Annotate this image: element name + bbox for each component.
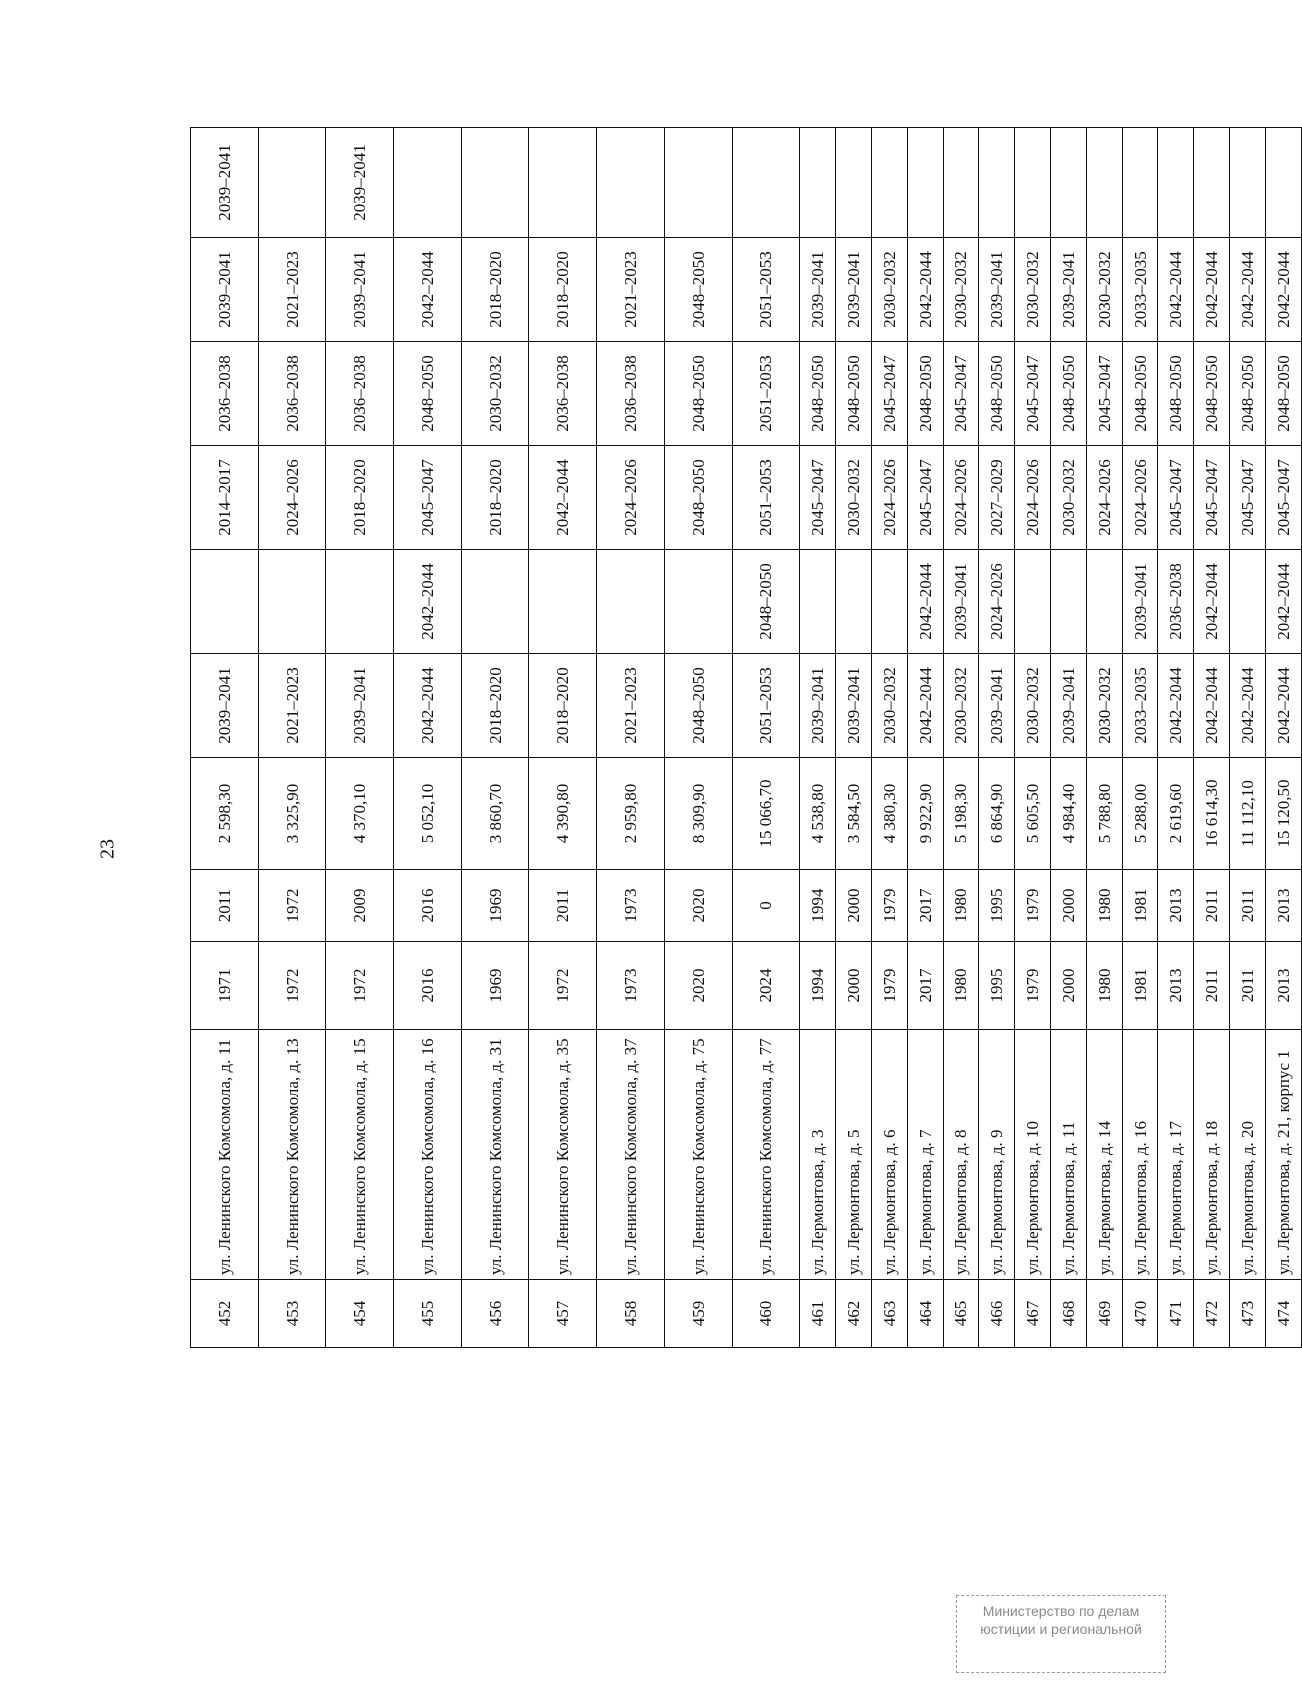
period-4-cell: 2036–2038 xyxy=(326,342,394,446)
page-number: 23 xyxy=(96,839,119,859)
period-5-cell: 2039–2041 xyxy=(191,238,259,342)
period-5-cell: 2042–2044 xyxy=(1230,238,1266,342)
period-2-cell xyxy=(1230,550,1266,654)
period-4-cell: 2030–2032 xyxy=(461,342,529,446)
year-built-cell: 1980 xyxy=(943,942,979,1030)
address-cell: ул. Ленинского Комсомола, д. 13 xyxy=(258,1030,326,1280)
row-number-cell: 452 xyxy=(191,1280,259,1348)
table-row xyxy=(191,128,259,1348)
period-6-cell xyxy=(461,128,529,238)
period-1-cell: 2021–2023 xyxy=(597,654,665,758)
area-cell: 4 380,30 xyxy=(871,758,907,870)
period-6-cell xyxy=(258,128,326,238)
period-2-cell xyxy=(1050,550,1086,654)
area-cell: 3 584,50 xyxy=(836,758,872,870)
area-cell: 15 120,50 xyxy=(1265,758,1301,870)
period-5-cell: 2039–2041 xyxy=(836,238,872,342)
year-built-cell: 1971 xyxy=(191,942,259,1030)
period-1-cell: 2030–2032 xyxy=(1015,654,1051,758)
table-row xyxy=(597,128,665,1348)
address-cell: ул. Ленинского Комсомола, д. 37 xyxy=(597,1030,665,1280)
area-cell: 15 066,70 xyxy=(732,758,800,870)
period-6-cell xyxy=(394,128,462,238)
period-5-cell: 2039–2041 xyxy=(326,238,394,342)
area-cell: 4 984,40 xyxy=(1050,758,1086,870)
period-3-cell: 2024–2026 xyxy=(1015,446,1051,550)
address-cell: ул. Лермонтова, д. 3 xyxy=(800,1030,836,1280)
period-1-cell: 2042–2044 xyxy=(1158,654,1194,758)
period-6-cell xyxy=(907,128,943,238)
period-5-cell: 2042–2044 xyxy=(1158,238,1194,342)
row-number-cell: 465 xyxy=(943,1280,979,1348)
period-1-cell: 2039–2041 xyxy=(836,654,872,758)
period-4-cell: 2048–2050 xyxy=(1230,342,1266,446)
period-3-cell: 2024–2026 xyxy=(1086,446,1122,550)
period-1-cell: 2030–2032 xyxy=(1086,654,1122,758)
year-built-cell: 2013 xyxy=(1158,942,1194,1030)
period-2-cell xyxy=(597,550,665,654)
period-4-cell: 2045–2047 xyxy=(871,342,907,446)
row-number-cell: 472 xyxy=(1194,1280,1230,1348)
year-built-cell: 1981 xyxy=(1122,942,1158,1030)
period-5-cell: 2018–2020 xyxy=(461,238,529,342)
period-1-cell: 2042–2044 xyxy=(394,654,462,758)
period-2-cell: 2042–2044 xyxy=(907,550,943,654)
year-overhaul-cell: 1980 xyxy=(1086,870,1122,942)
period-5-cell: 2042–2044 xyxy=(1194,238,1230,342)
address-cell: ул. Лермонтова, д. 5 xyxy=(836,1030,872,1280)
period-1-cell: 2042–2044 xyxy=(1230,654,1266,758)
period-3-cell: 2045–2047 xyxy=(1230,446,1266,550)
area-cell: 2 598,30 xyxy=(191,758,259,870)
period-4-cell: 2045–2047 xyxy=(1086,342,1122,446)
period-4-cell: 2048–2050 xyxy=(1158,342,1194,446)
year-built-cell: 2000 xyxy=(836,942,872,1030)
period-3-cell: 2045–2047 xyxy=(394,446,462,550)
table-row xyxy=(1230,128,1266,1348)
row-number-cell: 466 xyxy=(979,1280,1015,1348)
year-overhaul-cell: 1979 xyxy=(871,870,907,942)
area-cell: 11 112,10 xyxy=(1230,758,1266,870)
area-cell: 5 605,50 xyxy=(1015,758,1051,870)
table-row xyxy=(871,128,907,1348)
address-cell: ул. Лермонтова, д. 21, корпус 1 xyxy=(1265,1030,1301,1280)
period-1-cell: 2042–2044 xyxy=(907,654,943,758)
address-cell: ул. Ленинского Комсомола, д. 77 xyxy=(732,1030,800,1280)
period-3-cell: 2024–2026 xyxy=(258,446,326,550)
year-built-cell: 2017 xyxy=(907,942,943,1030)
row-number-cell: 454 xyxy=(326,1280,394,1348)
address-cell: ул. Лермонтова, д. 20 xyxy=(1230,1030,1266,1280)
table-row xyxy=(1194,128,1230,1348)
period-5-cell: 2030–2032 xyxy=(943,238,979,342)
table-row xyxy=(1050,128,1086,1348)
period-4-cell: 2048–2050 xyxy=(800,342,836,446)
period-3-cell: 2030–2032 xyxy=(836,446,872,550)
table-row xyxy=(979,128,1015,1348)
table-row xyxy=(664,128,732,1348)
period-5-cell: 2030–2032 xyxy=(1086,238,1122,342)
period-2-cell: 2048–2050 xyxy=(732,550,800,654)
period-3-cell: 2018–2020 xyxy=(326,446,394,550)
period-3-cell: 2024–2026 xyxy=(597,446,665,550)
period-2-cell xyxy=(1086,550,1122,654)
year-overhaul-cell: 2011 xyxy=(529,870,597,942)
period-2-cell: 2042–2044 xyxy=(394,550,462,654)
address-cell: ул. Ленинского Комсомола, д. 11 xyxy=(191,1030,259,1280)
stamp-line-2: юстиции и региональной xyxy=(980,1621,1142,1637)
period-1-cell: 2048–2050 xyxy=(664,654,732,758)
year-built-cell: 1969 xyxy=(461,942,529,1030)
period-3-cell: 2042–2044 xyxy=(529,446,597,550)
period-4-cell: 2048–2050 xyxy=(907,342,943,446)
table-row xyxy=(1158,128,1194,1348)
ministry-stamp xyxy=(956,1595,1166,1673)
row-number-cell: 469 xyxy=(1086,1280,1122,1348)
period-2-cell xyxy=(326,550,394,654)
address-cell: ул. Лермонтова, д. 10 xyxy=(1015,1030,1051,1280)
table-container xyxy=(190,128,1302,1348)
table-row xyxy=(732,128,800,1348)
period-2-cell xyxy=(664,550,732,654)
period-4-cell: 2048–2050 xyxy=(1122,342,1158,446)
year-overhaul-cell: 2000 xyxy=(1050,870,1086,942)
row-number-cell: 453 xyxy=(258,1280,326,1348)
period-2-cell: 2042–2044 xyxy=(1265,550,1301,654)
year-built-cell: 1980 xyxy=(1086,942,1122,1030)
period-6-cell xyxy=(1050,128,1086,238)
period-5-cell: 2021–2023 xyxy=(258,238,326,342)
year-overhaul-cell: 1995 xyxy=(979,870,1015,942)
address-cell: ул. Ленинского Комсомола, д. 31 xyxy=(461,1030,529,1280)
period-2-cell: 2036–2038 xyxy=(1158,550,1194,654)
period-1-cell: 2042–2044 xyxy=(1194,654,1230,758)
area-cell: 8 309,90 xyxy=(664,758,732,870)
period-3-cell: 2024–2026 xyxy=(1122,446,1158,550)
period-1-cell: 2039–2041 xyxy=(326,654,394,758)
period-4-cell: 2051–2053 xyxy=(732,342,800,446)
area-cell: 2 959,80 xyxy=(597,758,665,870)
address-cell: ул. Лермонтова, д. 14 xyxy=(1086,1030,1122,1280)
address-cell: ул. Лермонтова, д. 6 xyxy=(871,1030,907,1280)
period-6-cell xyxy=(529,128,597,238)
period-1-cell: 2039–2041 xyxy=(1050,654,1086,758)
row-number-cell: 458 xyxy=(597,1280,665,1348)
table-row xyxy=(461,128,529,1348)
period-6-cell: 2039–2041 xyxy=(191,128,259,238)
period-5-cell: 2051–2053 xyxy=(732,238,800,342)
period-2-cell: 2039–2041 xyxy=(1122,550,1158,654)
year-overhaul-cell: 2013 xyxy=(1265,870,1301,942)
year-built-cell: 2020 xyxy=(664,942,732,1030)
address-cell: ул. Ленинского Комсомола, д. 35 xyxy=(529,1030,597,1280)
period-3-cell: 2030–2032 xyxy=(1050,446,1086,550)
year-built-cell: 1972 xyxy=(529,942,597,1030)
period-4-cell: 2048–2050 xyxy=(1050,342,1086,446)
year-built-cell: 1972 xyxy=(326,942,394,1030)
period-6-cell xyxy=(1194,128,1230,238)
table-row xyxy=(1015,128,1051,1348)
period-1-cell: 2051–2053 xyxy=(732,654,800,758)
address-cell: ул. Лермонтова, д. 7 xyxy=(907,1030,943,1280)
year-overhaul-cell: 2011 xyxy=(1230,870,1266,942)
period-4-cell: 2048–2050 xyxy=(979,342,1015,446)
year-overhaul-cell: 1969 xyxy=(461,870,529,942)
row-number-cell: 461 xyxy=(800,1280,836,1348)
table-row xyxy=(907,128,943,1348)
year-overhaul-cell: 1973 xyxy=(597,870,665,942)
year-overhaul-cell: 2000 xyxy=(836,870,872,942)
period-6-cell xyxy=(1265,128,1301,238)
year-overhaul-cell: 2009 xyxy=(326,870,394,942)
row-number-cell: 462 xyxy=(836,1280,872,1348)
period-6-cell xyxy=(871,128,907,238)
period-3-cell: 2014–2017 xyxy=(191,446,259,550)
period-1-cell: 2021–2023 xyxy=(258,654,326,758)
period-4-cell: 2048–2050 xyxy=(394,342,462,446)
table-row xyxy=(529,128,597,1348)
address-cell: ул. Лермонтова, д. 11 xyxy=(1050,1030,1086,1280)
period-3-cell: 2024–2026 xyxy=(943,446,979,550)
period-3-cell: 2045–2047 xyxy=(1194,446,1230,550)
area-cell: 5 288,00 xyxy=(1122,758,1158,870)
year-overhaul-cell: 1994 xyxy=(800,870,836,942)
row-number-cell: 470 xyxy=(1122,1280,1158,1348)
period-2-cell: 2042–2044 xyxy=(1194,550,1230,654)
period-3-cell: 2018–2020 xyxy=(461,446,529,550)
year-built-cell: 1973 xyxy=(597,942,665,1030)
row-number-cell: 463 xyxy=(871,1280,907,1348)
schedule-table xyxy=(190,127,1302,1348)
period-6-cell xyxy=(979,128,1015,238)
period-5-cell: 2018–2020 xyxy=(529,238,597,342)
row-number-cell: 464 xyxy=(907,1280,943,1348)
period-5-cell: 2042–2044 xyxy=(907,238,943,342)
period-4-cell: 2045–2047 xyxy=(943,342,979,446)
area-cell: 9 922,90 xyxy=(907,758,943,870)
period-2-cell xyxy=(800,550,836,654)
period-5-cell: 2039–2041 xyxy=(1050,238,1086,342)
period-2-cell xyxy=(258,550,326,654)
address-cell: ул. Лермонтова, д. 18 xyxy=(1194,1030,1230,1280)
row-number-cell: 456 xyxy=(461,1280,529,1348)
period-6-cell xyxy=(732,128,800,238)
address-cell: ул. Ленинского Комсомола, д. 16 xyxy=(394,1030,462,1280)
period-5-cell: 2048–2050 xyxy=(664,238,732,342)
year-built-cell: 2011 xyxy=(1230,942,1266,1030)
address-cell: ул. Лермонтова, д. 9 xyxy=(979,1030,1015,1280)
row-number-cell: 459 xyxy=(664,1280,732,1348)
year-built-cell: 2011 xyxy=(1194,942,1230,1030)
area-cell: 5 788,80 xyxy=(1086,758,1122,870)
year-overhaul-cell: 2011 xyxy=(1194,870,1230,942)
year-built-cell: 2000 xyxy=(1050,942,1086,1030)
year-overhaul-cell: 2020 xyxy=(664,870,732,942)
period-5-cell: 2030–2032 xyxy=(1015,238,1051,342)
period-5-cell: 2039–2041 xyxy=(979,238,1015,342)
year-built-cell: 1979 xyxy=(871,942,907,1030)
row-number-cell: 473 xyxy=(1230,1280,1266,1348)
year-built-cell: 2013 xyxy=(1265,942,1301,1030)
period-1-cell: 2033–2035 xyxy=(1122,654,1158,758)
period-5-cell: 2021–2023 xyxy=(597,238,665,342)
year-built-cell: 1979 xyxy=(1015,942,1051,1030)
period-2-cell xyxy=(1015,550,1051,654)
area-cell: 2 619,60 xyxy=(1158,758,1194,870)
period-5-cell: 2039–2041 xyxy=(800,238,836,342)
period-3-cell: 2051–2053 xyxy=(732,446,800,550)
area-cell: 4 538,80 xyxy=(800,758,836,870)
period-6-cell xyxy=(1086,128,1122,238)
period-2-cell: 2039–2041 xyxy=(943,550,979,654)
period-4-cell: 2036–2038 xyxy=(191,342,259,446)
table-row xyxy=(943,128,979,1348)
period-3-cell: 2045–2047 xyxy=(907,446,943,550)
period-4-cell: 2048–2050 xyxy=(1265,342,1301,446)
period-6-cell: 2039–2041 xyxy=(326,128,394,238)
year-overhaul-cell: 2011 xyxy=(191,870,259,942)
year-overhaul-cell: 1972 xyxy=(258,870,326,942)
row-number-cell: 457 xyxy=(529,1280,597,1348)
year-overhaul-cell: 2013 xyxy=(1158,870,1194,942)
period-3-cell: 2048–2050 xyxy=(664,446,732,550)
year-built-cell: 2016 xyxy=(394,942,462,1030)
period-3-cell: 2045–2047 xyxy=(1158,446,1194,550)
period-2-cell: 2024–2026 xyxy=(979,550,1015,654)
year-overhaul-cell: 1980 xyxy=(943,870,979,942)
area-cell: 3 860,70 xyxy=(461,758,529,870)
period-4-cell: 2048–2050 xyxy=(664,342,732,446)
table-body xyxy=(191,128,1302,1348)
period-4-cell: 2048–2050 xyxy=(836,342,872,446)
period-6-cell xyxy=(836,128,872,238)
year-built-cell: 1972 xyxy=(258,942,326,1030)
period-3-cell: 2024–2026 xyxy=(871,446,907,550)
row-number-cell: 474 xyxy=(1265,1280,1301,1348)
area-cell: 4 390,80 xyxy=(529,758,597,870)
year-overhaul-cell: 1981 xyxy=(1122,870,1158,942)
period-3-cell: 2045–2047 xyxy=(1265,446,1301,550)
period-1-cell: 2039–2041 xyxy=(800,654,836,758)
table-row xyxy=(1122,128,1158,1348)
address-cell: ул. Лермонтова, д. 17 xyxy=(1158,1030,1194,1280)
period-4-cell: 2036–2038 xyxy=(258,342,326,446)
period-6-cell xyxy=(800,128,836,238)
row-number-cell: 468 xyxy=(1050,1280,1086,1348)
period-6-cell xyxy=(1158,128,1194,238)
period-4-cell: 2045–2047 xyxy=(1015,342,1051,446)
row-number-cell: 471 xyxy=(1158,1280,1194,1348)
period-3-cell: 2045–2047 xyxy=(800,446,836,550)
period-6-cell xyxy=(1122,128,1158,238)
period-3-cell: 2027–2029 xyxy=(979,446,1015,550)
table-row xyxy=(800,128,836,1348)
address-cell: ул. Ленинского Комсомола, д. 15 xyxy=(326,1030,394,1280)
period-1-cell: 2039–2041 xyxy=(979,654,1015,758)
period-5-cell: 2042–2044 xyxy=(394,238,462,342)
address-cell: ул. Лермонтова, д. 8 xyxy=(943,1030,979,1280)
table-row xyxy=(1265,128,1301,1348)
area-cell: 5 052,10 xyxy=(394,758,462,870)
period-1-cell: 2018–2020 xyxy=(529,654,597,758)
period-1-cell: 2039–2041 xyxy=(191,654,259,758)
table-row xyxy=(836,128,872,1348)
period-5-cell: 2033–2035 xyxy=(1122,238,1158,342)
period-1-cell: 2030–2032 xyxy=(871,654,907,758)
table-row xyxy=(326,128,394,1348)
period-2-cell xyxy=(836,550,872,654)
year-overhaul-cell: 2016 xyxy=(394,870,462,942)
period-1-cell: 2018–2020 xyxy=(461,654,529,758)
area-cell: 5 198,30 xyxy=(943,758,979,870)
row-number-cell: 455 xyxy=(394,1280,462,1348)
period-6-cell xyxy=(943,128,979,238)
year-overhaul-cell: 0 xyxy=(732,870,800,942)
table-row xyxy=(1086,128,1122,1348)
year-built-cell: 1995 xyxy=(979,942,1015,1030)
area-cell: 16 614,30 xyxy=(1194,758,1230,870)
area-cell: 4 370,10 xyxy=(326,758,394,870)
period-6-cell xyxy=(1230,128,1266,238)
year-built-cell: 1994 xyxy=(800,942,836,1030)
table-row xyxy=(258,128,326,1348)
period-1-cell: 2042–2044 xyxy=(1265,654,1301,758)
period-2-cell xyxy=(871,550,907,654)
period-4-cell: 2036–2038 xyxy=(597,342,665,446)
stamp-line-1: Министерство по делам xyxy=(982,1603,1140,1619)
table-row xyxy=(394,128,462,1348)
period-6-cell xyxy=(597,128,665,238)
address-cell: ул. Ленинского Комсомола, д. 75 xyxy=(664,1030,732,1280)
period-6-cell xyxy=(1015,128,1051,238)
year-overhaul-cell: 1979 xyxy=(1015,870,1051,942)
period-2-cell xyxy=(191,550,259,654)
year-overhaul-cell: 2017 xyxy=(907,870,943,942)
row-number-cell: 460 xyxy=(732,1280,800,1348)
period-6-cell xyxy=(664,128,732,238)
area-cell: 6 864,90 xyxy=(979,758,1015,870)
address-cell: ул. Лермонтова, д. 16 xyxy=(1122,1030,1158,1280)
row-number-cell: 467 xyxy=(1015,1280,1051,1348)
period-1-cell: 2030–2032 xyxy=(943,654,979,758)
area-cell: 3 325,90 xyxy=(258,758,326,870)
period-2-cell xyxy=(529,550,597,654)
period-5-cell: 2042–2044 xyxy=(1265,238,1301,342)
period-4-cell: 2048–2050 xyxy=(1194,342,1230,446)
year-built-cell: 2024 xyxy=(732,942,800,1030)
period-4-cell: 2036–2038 xyxy=(529,342,597,446)
period-5-cell: 2030–2032 xyxy=(871,238,907,342)
period-2-cell xyxy=(461,550,529,654)
